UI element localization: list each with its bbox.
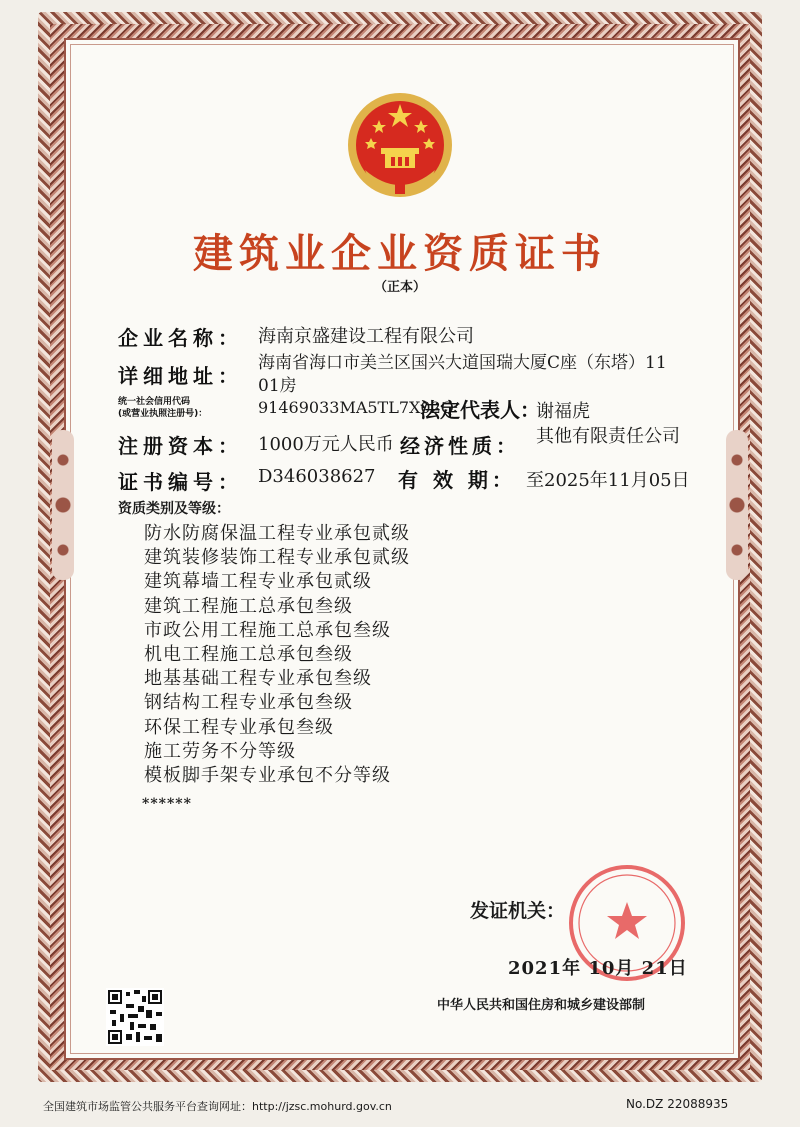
- certificate-subtitle: （正本）: [373, 280, 426, 295]
- company-name-label: 企业名称：: [118, 326, 243, 350]
- cert-no-label: 证书编号：: [118, 470, 243, 494]
- left-ornament: [52, 430, 74, 580]
- issue-date: 2021年 10月 21日: [508, 958, 688, 979]
- economic-type-value: 其他有限责任公司: [536, 426, 680, 447]
- footer-query-url: 全国建筑市场监管公共服务平台查询网址：http://jzsc.mohurd.gov.cn: [43, 1100, 392, 1113]
- certificate-title: 建筑业企业资质证书: [193, 231, 607, 277]
- issuer-label: 发证机关：: [470, 900, 566, 922]
- qualification-item: 市政公用工程施工总承包叁级: [144, 619, 391, 641]
- legal-rep-label: 法定代表人：: [420, 398, 540, 422]
- qualification-item: 模板脚手架专业承包不分等级: [144, 765, 391, 787]
- address-value-line2: 01房: [258, 376, 297, 396]
- capital-label: 注册资本：: [118, 434, 243, 458]
- certificate-serial-number: No.DZ 22088935: [626, 1097, 729, 1111]
- qr-code-icon: [106, 988, 164, 1046]
- qualification-item: 地基基础工程专业承包叁级: [144, 668, 372, 690]
- end-marker: ******: [142, 796, 192, 812]
- qualification-item: 机电工程施工总承包叁级: [144, 644, 353, 666]
- credit-code-label-line2: (或营业执照注册号)：: [118, 409, 208, 419]
- credit-code-label-line1: 统一社会信用代码: [118, 397, 191, 407]
- address-value-line1: 海南省海口市美兰区国兴大道国瑞大厦C座（东塔）11: [258, 353, 667, 373]
- qualification-item: 建筑幕墙工程专业承包贰级: [144, 571, 372, 593]
- qualification-item: 建筑装修装饰工程专业承包贰级: [144, 547, 410, 569]
- qualifications-list: [144, 522, 410, 788]
- qualification-item: 建筑工程施工总承包叁级: [144, 595, 353, 617]
- valid-label: 有 效 期：: [398, 468, 516, 492]
- qualification-item: 施工劳务不分等级: [144, 740, 296, 762]
- credit-code-value: 91469033MA5TL7X02Q: [258, 398, 454, 417]
- legal-rep-value: 谢福虎: [536, 401, 590, 422]
- company-name-value: 海南京盛建设工程有限公司: [258, 326, 474, 347]
- qualification-item: 环保工程专业承包叁级: [144, 716, 334, 738]
- capital-value: 1000万元人民币: [258, 434, 394, 455]
- economic-type-label: 经济性质：: [400, 434, 520, 458]
- qualification-item: 防水防腐保温工程专业承包贰级: [144, 523, 410, 544]
- right-ornament: [726, 430, 748, 580]
- qualification-item: 钢结构工程专业承包叁级: [144, 692, 353, 714]
- address-label: 详细地址：: [118, 364, 243, 388]
- cert-no-value: D346038627: [258, 466, 376, 487]
- national-emblem-icon: [345, 90, 455, 200]
- valid-value: 至2025年11月05日: [526, 470, 690, 491]
- qualifications-label: 资质类别及等级：: [118, 501, 230, 517]
- ministry-name: 中华人民共和国住房和城乡建设部制: [437, 998, 646, 1013]
